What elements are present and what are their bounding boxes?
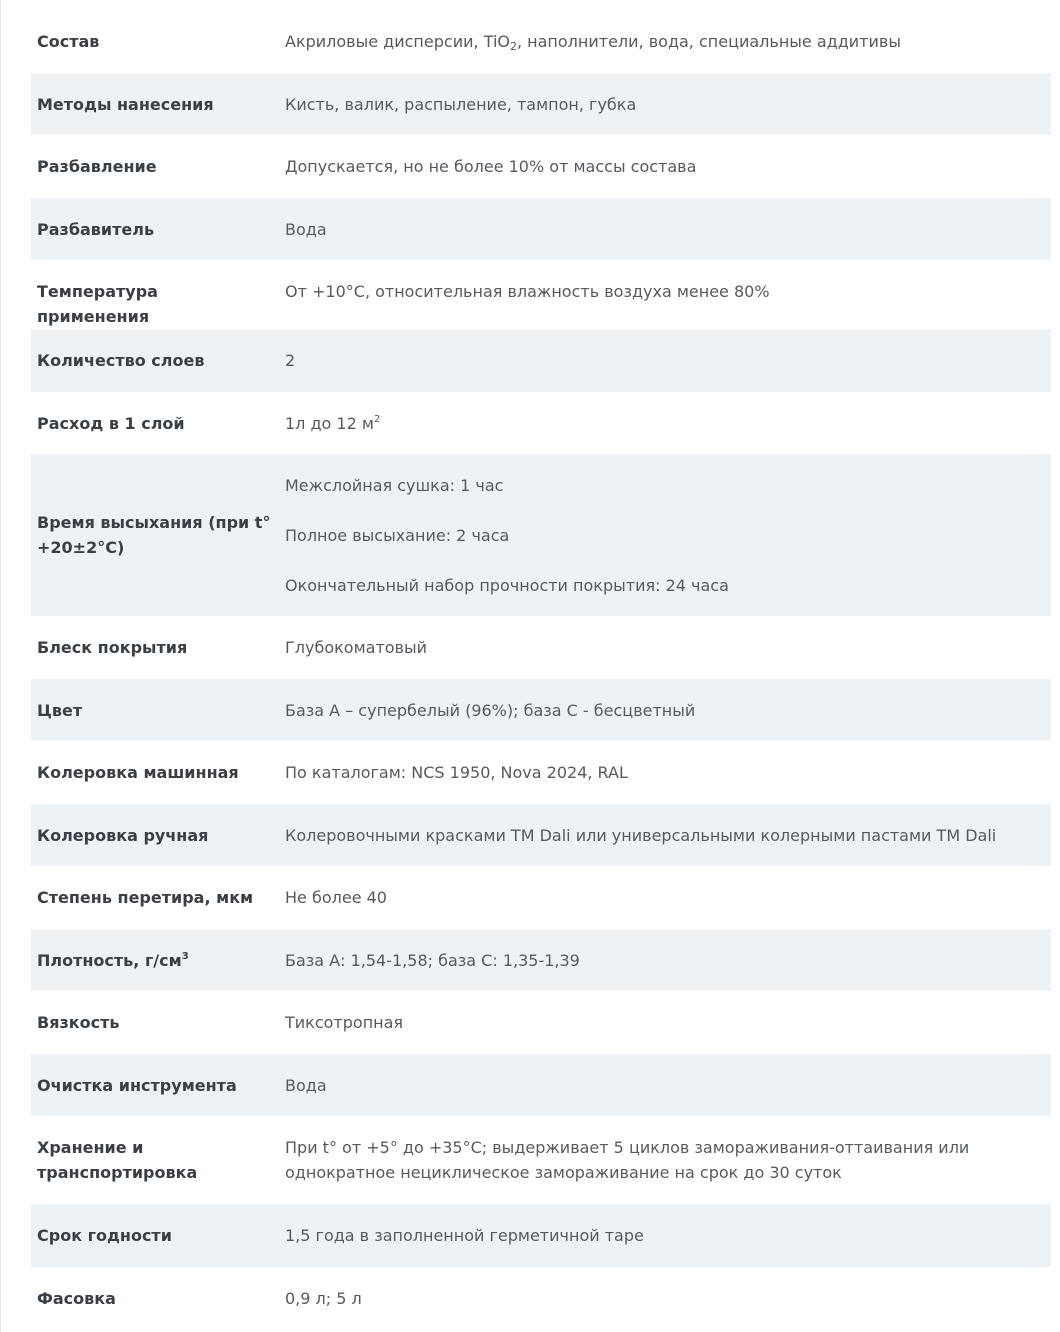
spec-value: От +10°С, относительная влажность воздуха менее 80% — [285, 282, 770, 301]
spec-row-application-temperature — [31, 260, 1051, 329]
drying-line: Межслойная сушка: 1 час — [285, 476, 504, 495]
spec-label: Плотность, $г/см^3$ — [37, 950, 189, 970]
spec-label: Колеровка машинная — [37, 763, 239, 782]
spec-label: Количество слоев — [37, 351, 205, 370]
spec-value: 1л до 12 $м^2$ — [285, 413, 381, 433]
spec-label: Методы нанесения — [37, 94, 214, 114]
spec-label: Разбавитель — [37, 219, 155, 239]
spec-row-packaging — [31, 1267, 1051, 1322]
spec-label: Колеровка ручная — [37, 825, 209, 845]
spec-row-manual-tinting — [31, 804, 1051, 867]
spec-label: Состав — [37, 32, 100, 51]
spec-label: Степень перетира, мкм — [37, 888, 254, 907]
spec-label: Время высыхания (при t° +20±2°С) — [37, 513, 271, 557]
spec-value: 0,9 л; 5 л — [285, 1288, 362, 1308]
spec-row-viscosity — [31, 991, 1051, 1054]
spec-value: Вода — [285, 1075, 327, 1095]
spec-row-storage — [31, 1116, 1051, 1204]
spec-value: Не более 40 — [285, 888, 387, 907]
spec-label: Разбавление — [37, 157, 157, 176]
spec-value: Колеровочными красками ТМ Dali или универсальными колерными пастами ТМ Dali — [285, 825, 997, 845]
spec-value: 2 — [285, 351, 296, 370]
spec-row-drying-time — [31, 454, 1051, 616]
spec-row-tool-cleaning — [31, 1054, 1051, 1117]
specs-table — [31, 10, 1051, 1322]
spec-value: При t° от +5° до +35°С; выдерживает 5 циклов замораживания-оттаивания или однократное нециклическое замораживание на срок до 30 суток — [285, 1138, 970, 1182]
spec-value: Вода — [285, 219, 327, 239]
spec-row-grind-degree — [31, 866, 1051, 929]
spec-label: Срок годности — [37, 1226, 172, 1245]
spec-label: Вязкость — [37, 1013, 120, 1032]
spec-value: База А: 1,54-1,58; база С: 1,35-1,39 — [285, 950, 580, 970]
spec-label: Цвет — [37, 700, 83, 720]
spec-row-color — [31, 679, 1051, 742]
spec-value: 1,5 года в заполненной герметичной таре — [285, 1226, 644, 1245]
spec-row-consumption — [31, 392, 1051, 455]
spec-label: Очистка инструмента — [37, 1075, 237, 1095]
spec-row-gloss — [31, 616, 1051, 679]
spec-label: Температура применения — [37, 282, 158, 326]
spec-value: Тиксотропная — [285, 1013, 404, 1032]
spec-row-machine-tinting — [31, 741, 1051, 804]
spec-value: Глубокоматовый — [285, 638, 428, 657]
drying-line: Полное высыхание: 2 часа — [285, 526, 510, 545]
spec-label: Фасовка — [37, 1288, 116, 1308]
spec-value: Допускается, но не более 10% от массы состава — [285, 157, 697, 176]
spec-label: Хранение и транспортировка — [37, 1138, 198, 1182]
spec-row-density — [31, 929, 1051, 992]
spec-label: Расход в 1 слой — [37, 413, 185, 433]
spec-row-dilution — [31, 135, 1051, 198]
spec-value: По каталогам: NCS 1950, Nova 2024, RAL — [285, 763, 628, 782]
spec-row-diluent — [31, 198, 1051, 261]
spec-row-shelf-life — [31, 1204, 1051, 1267]
spec-value: Кисть, валик, распыление, тампон, губка — [285, 94, 637, 114]
spec-value: База А – супербелый (96%); база С - бесцветный — [285, 700, 696, 720]
spec-label: Блеск покрытия — [37, 638, 188, 657]
spec-row-application-methods — [31, 73, 1051, 136]
spec-row-layer-count — [31, 329, 1051, 392]
spec-value — [279, 454, 1051, 616]
spec-row-composition — [31, 10, 1051, 73]
spec-value: Акриловые дисперсии, TiO$_2$, наполнители, вода, специальные аддитивы — [285, 32, 901, 53]
drying-line: Окончательный набор прочности покрытия: 24 часа — [285, 576, 729, 595]
